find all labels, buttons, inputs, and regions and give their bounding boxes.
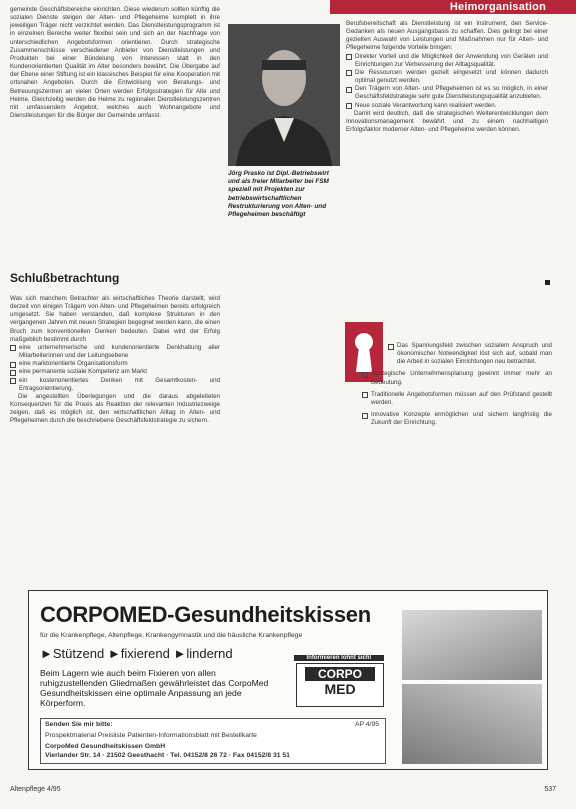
corpomed-logo <box>296 663 384 707</box>
logo-top: CORPO <box>305 667 375 681</box>
list-item: Die Ressourcen werden gezielt eingesetzt und können dadurch optimal genutzt werden. <box>346 69 548 85</box>
ad-badge-top: Informieren lohnt sich! <box>294 655 384 661</box>
company-address: Vierlander Str. 14 · 21502 Geesthacht · Tel. 04152/8 26 72 · Fax 04152/8 31 51 <box>45 752 290 759</box>
author-portrait <box>228 24 340 166</box>
ad-photo-patient-cushion <box>402 684 542 764</box>
order-options: Prospektmaterial Preisliste Patienten-Informationsblatt mit Bestellkarte <box>45 732 257 739</box>
footer-publication: Altenpflege 4/95 <box>10 786 61 793</box>
section-title: Heimorganisation <box>449 1 546 13</box>
order-code: AP 4/95 <box>354 721 379 728</box>
list-item: Innovative Konzepte ermöglichen und sichern langfristig die Zukunft der Einrichtung. <box>362 411 552 427</box>
callout-text <box>362 342 552 427</box>
paragraph: Die angestellten Überlegungen und die daraus abgeleiteten Konsequenzen für die Praxis als Reaktion der relevanten Industriezweige zeigen, daß es möglich ist, den wirtschaftlichen Alltag in Alten- und Pflegeheimen durch die beschriebene Geschäftsfeldstrategie zu sichern. <box>10 392 220 425</box>
arrow-icon: ► <box>40 646 53 661</box>
ad-photo-patient-lying <box>402 610 542 680</box>
list-item: ein kostenorientiertes Denken mit Gesamtkosten- und Ertragsorientierung. <box>10 377 220 393</box>
list-item: Direkter Vorteil und die Möglichkeit der Anwendung von Geräten und Einrichtungen zur Verbesserung der Alltagsqualität. <box>346 53 548 69</box>
arrow-icon: ► <box>173 646 187 661</box>
paragraph: Was sich manchem Betrachter als wirtschaftliches Theorie darstellt, wird derzeit von einigen Trägern von Alten- und Pflegeheimen bereits erfolgreich umgesetzt. Sie haben verstanden, daß komplexe Strukturen in den vergangenen Jahren mit neuen Strategien begegnet werden kann, die einen Bruch zum konventionellen Denken bedeuten. Dabei wird der Erfolg maßgeblich bestimmt durch <box>10 295 220 343</box>
order-title: Senden Sie mir bitte: <box>45 721 113 728</box>
company-name: CorpoMed Gesundheitskissen GmbH <box>45 743 166 750</box>
portrait-figure <box>228 24 340 166</box>
list-item: eine unternehmerische und kundenorientierte Denkhaltung aller Mitarbeiterinnen und der Leitungsebene <box>10 344 220 360</box>
photo-caption: Jörg Prasko ist Dipl.-Betriebswirt und als freier Mitarbeiter bei FSM speziell mit Projekten zur betriebswirtschaftlichen Restrukturierung von Alten- und Pflegeheimen beschäftigt <box>228 170 329 219</box>
right-column-text <box>346 20 548 134</box>
left-intro-text <box>10 6 220 120</box>
logo-bottom: MED <box>324 681 356 697</box>
list-item: Den Trägern von Alten- und Pflegeheimen ist es so möglich, in einer Geschäftsfeldstrategie sehr gute Dienstleistungsqualität anzubieten. <box>346 85 548 101</box>
tagline-item: fixierend <box>120 646 170 661</box>
end-of-article-mark <box>545 280 550 285</box>
ad-title: CORPOMED-Gesundheitskissen <box>40 602 371 627</box>
page-number: 537 <box>544 786 556 793</box>
paragraph: gemeinde Geschäftsbereiche einrichten. Diese wiederum sollten künftig die sozialen Dienste steigen der Alten- und Pflegeheime komplett in ihre jeweiligen Träger nicht verzichtet werden. Das Dienstleistungsprogramm ist in einzelnen Bereiche weiter flexibel sein und sich an der Nachfrage von unterschiedlichen Angebotsformen orientieren. Durch strategische Zusammenschlüsse verschiedener Anbieter von Dienstleistungen und Produkten bei einer Bündelung von Interessen statt in den Kundenorientierten Qualität im Alter besonders bewährt. Die Übergabe auf der Ebene einer Stiftung ist ein klassisches Beispiel für eine Kooperation mit ortsnahen Angeboten. Durch die Entwicklung von Beratungs- und Betreuungszentren an vielen Orten werden Erfolgsstrategien für Alte und Heime. Gleichzeitig werden die Heime zu regionalen Dienstleistungszentren mit umfassendem Angebot, welches auch Wohnangebote und Dienstleistungen für die Bürger der Gemeinde umfasst. <box>10 6 220 120</box>
right-bullet-list <box>346 53 548 110</box>
left-section-text <box>10 295 220 426</box>
list-item: Das Spannungsfeld zwischen sozialem Anspruch und ökonomischer Notwendigkeit löst sich auf, sobald man die Arbeit in sozialen Einrichtungen neu betrachtet. <box>388 342 552 366</box>
left-bullet-list <box>10 344 220 393</box>
list-item: Traditionelle Angebotsformen müssen auf den Prüfstand gestellt werden. <box>362 391 552 407</box>
list-item: Strategische Unternehmensplanung gewinnt immer mehr an Bedeutung. <box>362 370 552 386</box>
callout-bullet-list <box>362 342 552 427</box>
ad-body: Beim Lagern wie auch beim Fixieren von allen ruhigzustellenden Gliedmaßen gewährleistet das CorpoMed Gesundheitskissen eine optimale Anpassung an jede Körperform. <box>40 668 269 708</box>
section-heading: Schlußbetrachtung <box>10 271 120 285</box>
list-item: eine marktorientierte Organisationsform <box>10 360 220 368</box>
arrow-icon: ► <box>107 646 121 661</box>
tagline-item: lindernd <box>186 646 233 661</box>
paragraph: Berufsbereitschaft als Dienstleistung ist ein Instrument, den Service-Gedanken als neuen Ausgangsbasis zu schaffen. Dies gelingt bei einer gezielten Auswahl von Leistungen und Maßnahmen nur für Alten- und Pflegeheime folgende Vorteile bringen: <box>346 20 548 52</box>
ad-subtitle: für die Krankenpflege, Altenpflege, Krankengymnastik und die häusliche Krankenpflege <box>40 632 303 639</box>
paragraph: Damit wird deutlich, daß die strategischen Weiterentwicklungen dem Innovationsmanagement bewährt und zu einem nachhaltigen Erfolgsfaktor moderner Alten- und Pflegeheime werden können. <box>346 109 548 134</box>
tagline-item: Stützend <box>52 646 105 661</box>
list-item: eine permanente soziale Kompetenz am Markt <box>10 368 220 376</box>
ad-order-form <box>40 718 386 764</box>
list-item: Neue soziale Verantwortung kann realisiert werden. <box>346 102 548 110</box>
